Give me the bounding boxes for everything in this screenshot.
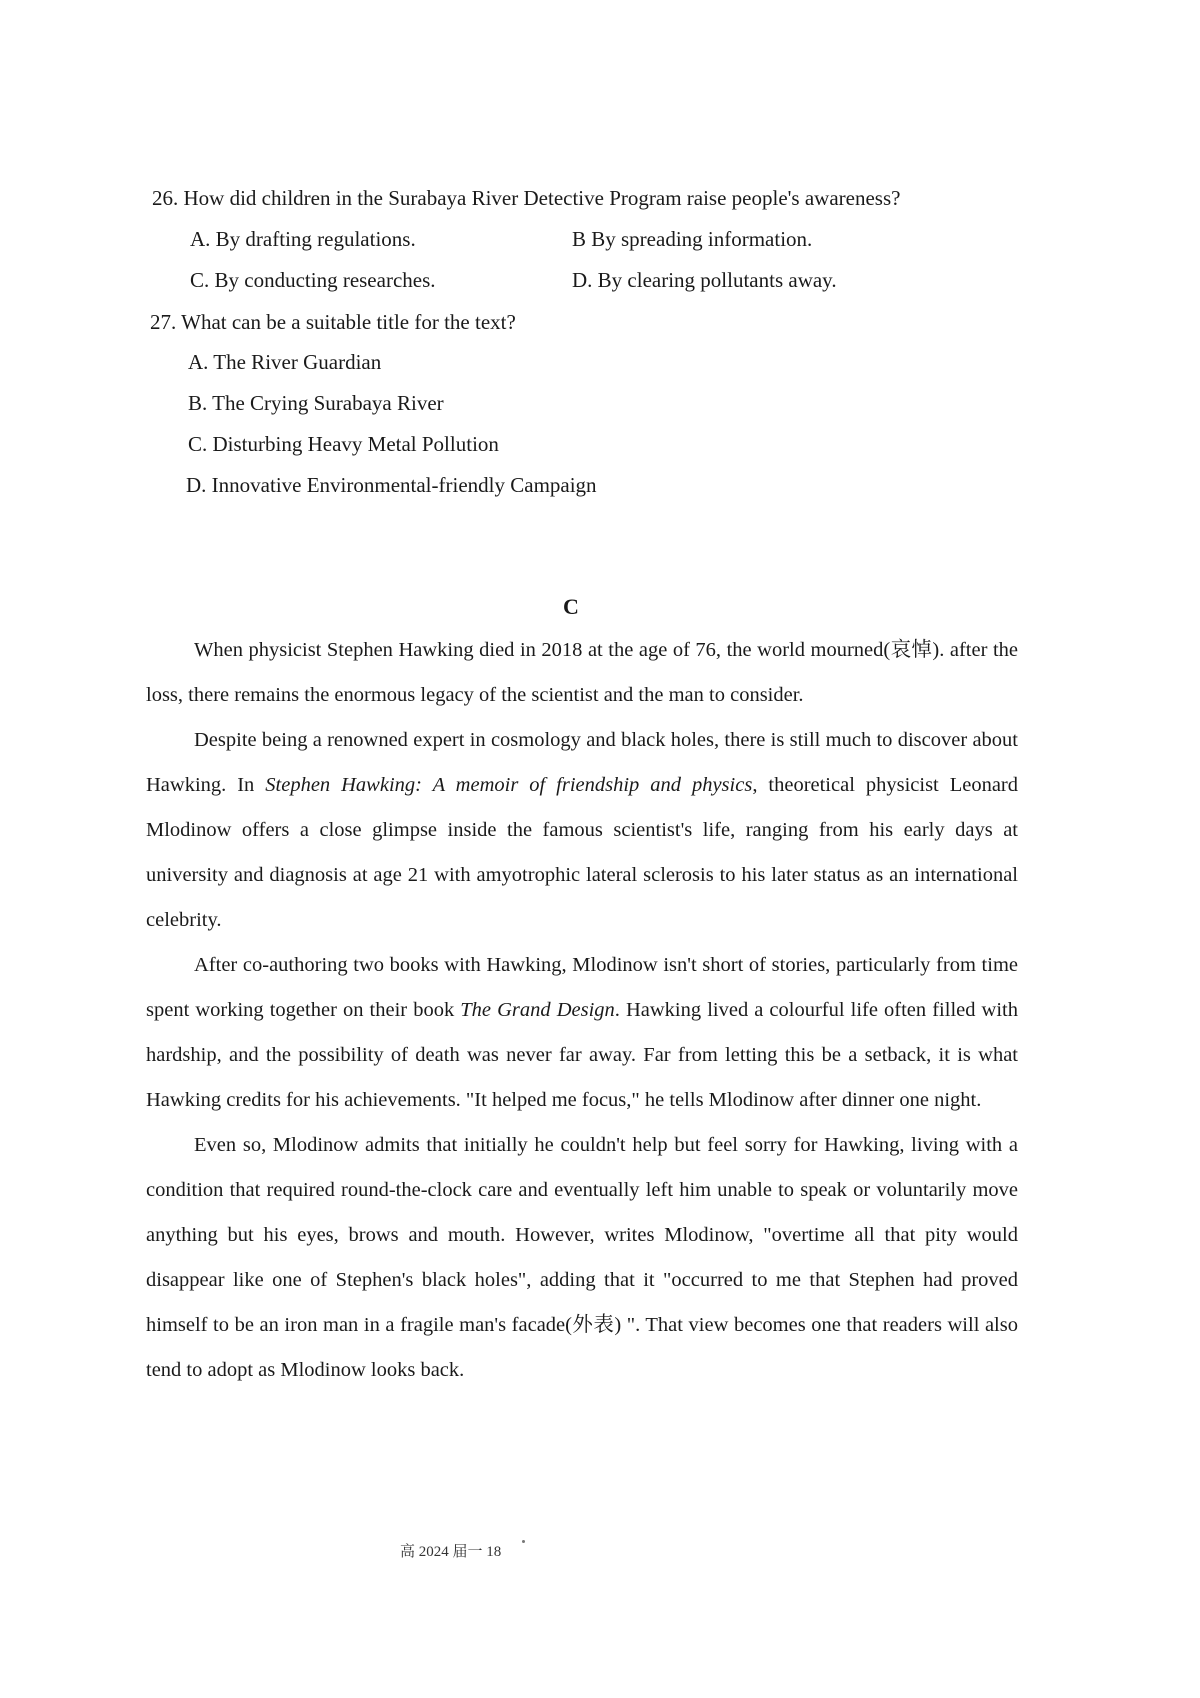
paragraph-2-text-end: , theoretical physicist Leonard Mlodinow offers a close glimpse inside the famous scientist's life, ranging from his early days at university and diagnosis at age 21 with amyotrophic lateral sclerosis to his later status as an international celebrity. [146, 774, 1018, 931]
book-title-grand-design: The Grand Design [460, 999, 615, 1021]
question-26-option-d: D. By clearing pollutants away. [572, 268, 837, 292]
question-27-option-a: A. The River Guardian [188, 350, 382, 374]
question-27-stem: 27. What can be a suitable title for the text? [150, 310, 516, 334]
paragraph-3-text-end: . Hawking lived a colourful life often filled with hardship, and the possibility of death was never far away. Far from letting this be a setback, it is what Hawking credits for his achievements. "It helped me focus," he tells Mlodinow after dinner one night. [146, 999, 1019, 1111]
book-title-memoir: Stephen Hawking: A memoir of friendship and physics [265, 774, 753, 796]
page-footer: 高 2024 届一 18 [400, 1544, 502, 1560]
section-heading: C [563, 594, 579, 619]
passage-paragraph-3 [146, 943, 1018, 1123]
question-27-option-d: D. Innovative Environmental-friendly Campaign [186, 473, 597, 497]
question-26-option-a: A. By drafting regulations. [190, 227, 416, 251]
passage-paragraph-4: Even so, Mlodinow admits that initially he couldn't help but feel sorry for Hawking, living with a condition that required round-the-clock care and eventually left him unable to speak or voluntarily move anything but his eyes, brows and mouth. However, writes Mlodinow, "overtime all that pity would disappear like one of Stephen's black holes", adding that it "occurred to me that Stephen had proved himself to be an iron man in a fragile man's facade(外表) ". That view becomes one that readers will also tend to adopt as Mlodinow looks back. [146, 1134, 1018, 1381]
passage-paragraph-2 [146, 718, 1018, 943]
question-26-option-c: C. By conducting researches. [190, 268, 436, 292]
question-27-option-b: B. The Crying Surabaya River [188, 391, 444, 415]
reading-passage [146, 628, 1018, 1393]
paragraph-2-text-start: Despite being a renowned expert in cosmology and black holes, there is still much to discover about Hawking. In [146, 729, 1018, 796]
question-27-option-c: C. Disturbing Heavy Metal Pollution [188, 432, 499, 456]
question-26-option-b: B By spreading information. [572, 227, 813, 251]
scan-speck [522, 1540, 525, 1543]
passage-paragraph-1: When physicist Stephen Hawking died in 2018 at the age of 76, the world mourned(哀悼). after the loss, there remains the enormous legacy of the scientist and the man to consider. [146, 639, 1018, 706]
paragraph-3-text-start: After co-authoring two books with Hawking, Mlodinow isn't short of stories, particularly from time spent working together on their book [146, 954, 1018, 1021]
question-26-stem: 26. How did children in the Surabaya River Detective Program raise people's awareness? [152, 186, 901, 210]
